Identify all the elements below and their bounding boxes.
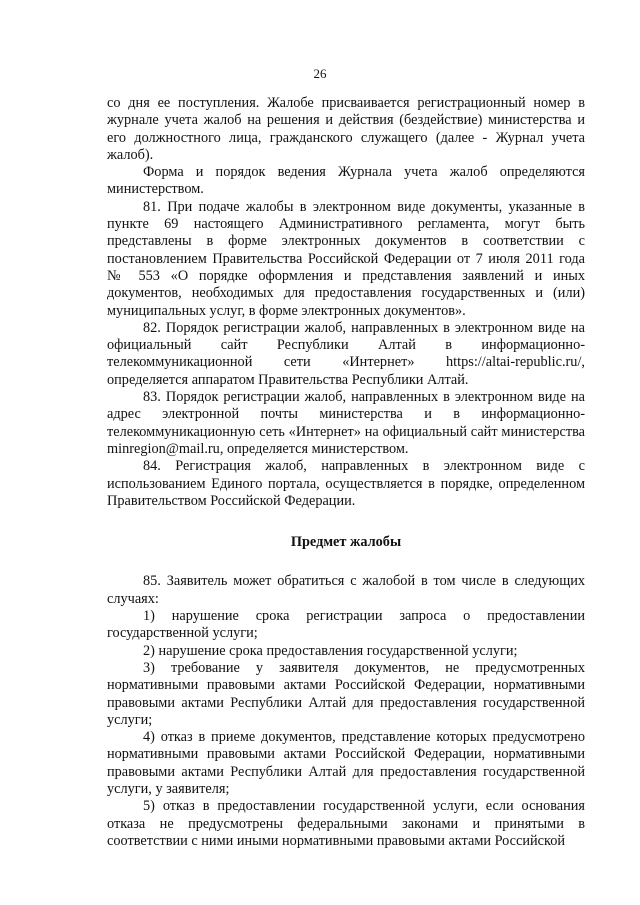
paragraph: 5) отказ в предоставлении государственной услуги, если основания отказа не предусмотрены федеральными законами и принятыми в соответствии с ними иными нормативными правовыми актами Российской <box>107 798 585 849</box>
paragraph: со дня ее поступления. Жалобе присваивается регистрационный номер в журнале учета жалоб на решения и действия (бездействие) министерства и его должностного лица, гражданского служащего (далее - Журнал учета жалоб). <box>107 95 585 163</box>
page-number: 26 <box>313 66 327 81</box>
paragraph: 84. Регистрация жалоб, направленных в электронном виде с использованием Единого портала, осуществляется в порядке, определенном Правительством Российской Федерации. <box>107 458 585 509</box>
paragraph: 3) требование у заявителя документов, не предусмотренных нормативными правовыми актами Российской Федерации, нормативными правовыми актами Республики Алтай для предоставления государственной услуги; <box>107 659 585 728</box>
paragraph: Форма и порядок ведения Журнала учета жалоб определяются министерством. <box>107 164 585 198</box>
document-body <box>107 95 585 850</box>
paragraph: 85. Заявитель может обратиться с жалобой в том числе в следующих случаях: <box>107 573 585 607</box>
paragraph: 83. Порядок регистрации жалоб, направленных в электронном виде на адрес электронной почты министерства и в информационно-телекоммуникационную сеть «Интернет» на официальный сайт министерства minregion@mail.ru, определяется министерством. <box>107 389 585 457</box>
paragraphs-bottom <box>107 573 585 850</box>
paragraph: 2) нарушение срока предоставления государственной услуги; <box>143 642 518 659</box>
paragraph: 4) отказ в приеме документов, представление которых предусмотрено нормативными правовыми актами Российской Федерации, нормативными правовыми актами Республики Алтай для предоставления государственной услуги, у заявителя; <box>107 729 585 797</box>
section-heading: Предмет жалобы <box>290 534 402 551</box>
paragraph: 1) нарушение срока регистрации запроса о предоставлении государственной услуги; <box>107 608 585 642</box>
paragraphs-top <box>107 95 585 510</box>
paragraph: 81. При подаче жалобы в электронном виде документы, указанные в пункте 69 настоящего Административного регламента, могут быть представлены в форме электронных документов в соответствии с постановлением Правительства Российской Федерации от 7 июля 2011 года № 553 «О порядке оформления и представления заявлений и иных документов, необходимых для предоставления государственных и (или) муниципальных услуг, в форме электронных документов». <box>107 198 585 319</box>
paragraph: 82. Порядок регистрации жалоб, направленных в электронном виде на официальный сайт Республики Алтай в информационно-телекоммуникационной сети «Интернет» https://altai-republic.ru/, определяется аппаратом Правительства Республики Алтай. <box>107 319 585 388</box>
